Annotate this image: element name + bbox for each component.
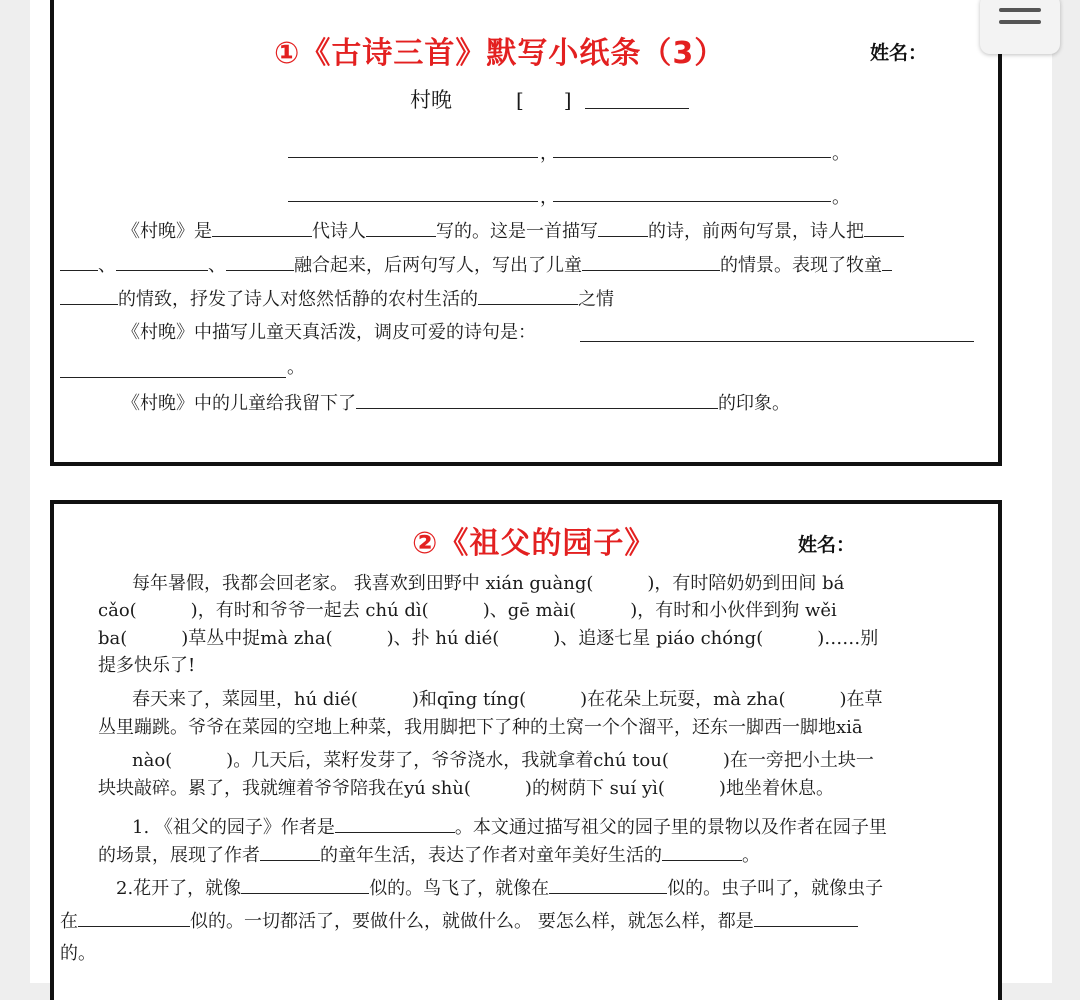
poem-period-1: 。: [832, 143, 850, 164]
poem-line-2a-blank[interactable]: [288, 201, 538, 202]
answer-blank[interactable]: [549, 875, 667, 894]
author-blank[interactable]: [585, 108, 689, 109]
passage-line-6: 丛里蹦跳。爷爷在菜园的空地上种菜，我用脚把下了种的土窝一个个溜平，还东一脚西一脚地xiā: [98, 717, 863, 738]
answer-blank[interactable]: [662, 842, 742, 861]
answer-blank[interactable]: [864, 218, 904, 237]
section2-question-2-line-1: [116, 875, 883, 901]
answer-blank[interactable]: [598, 218, 648, 237]
text: 2.花开了，就像: [116, 878, 242, 899]
text: 之情: [578, 289, 614, 310]
section2-question-1-line-1: [132, 814, 887, 840]
question-1-line-3: [60, 286, 614, 312]
passage-line-1: 每年暑假，我都会回老家。 我喜欢到田野中 xián guàng( )，有时陪奶奶到田间 bá: [132, 573, 845, 594]
menu-bar: [999, 20, 1041, 24]
answer-blank[interactable]: [212, 218, 312, 237]
text: 1. 《祖父的园子》作者是: [132, 817, 335, 838]
answer-blank[interactable]: [366, 218, 436, 237]
name-label-2: 姓名：: [798, 534, 856, 556]
passage-line-8: 块块敲碎。累了，我就缠着爷爷陪我在yú shù( )的树荫下 suí yì( )地坐着休息。: [98, 778, 834, 799]
poem-line-1a-blank[interactable]: [288, 157, 538, 158]
poem-comma-2: ，: [540, 187, 558, 208]
text: 《村晚》中的儿童给我留下了: [122, 393, 356, 414]
text: 《村晚》是: [122, 221, 212, 242]
text: 的情景。表现了牧童: [720, 255, 882, 276]
text: 。本文通过描写祖父的园子里的景物以及作者在园子里: [454, 817, 887, 838]
text: 的诗，前两句写景，诗人把: [648, 221, 864, 242]
text: 的童年生活，表达了作者对童年美好生活的: [320, 845, 662, 866]
answer-blank[interactable]: [78, 908, 190, 927]
question-2-prompt: 《村晚》中描写儿童天真活泼，调皮可爱的诗句是：: [122, 322, 536, 343]
passage-line-3: ba( )草丛中捉mà zha( )、扑 hú dié( )、追逐七星 piáo chóng( )……别: [98, 628, 879, 649]
dynasty-bracket: [ ]: [516, 88, 572, 112]
name-label-1: 姓名：: [870, 42, 928, 64]
poem-title: 村晚: [410, 88, 452, 112]
text: 代诗人: [312, 221, 366, 242]
worksheet-title-1: ①《古诗三首》默写小纸条（3）: [274, 36, 726, 71]
section2-question-2-line-2: [60, 908, 858, 934]
text: 似的。一切都活了，要做什么，就做什么。 要怎么样，就怎么样，都是: [190, 911, 754, 932]
question-3: [122, 390, 790, 416]
hamburger-menu-icon[interactable]: [980, 0, 1060, 54]
poem-line-2b-blank[interactable]: [553, 201, 831, 202]
text: 似的。鸟飞了，就像在: [369, 878, 550, 899]
question-2-blank-b[interactable]: [60, 377, 286, 378]
answer-blank[interactable]: [226, 252, 294, 271]
section2-question-2-line-3: 的。: [60, 943, 96, 964]
answer-blank[interactable]: [335, 814, 455, 833]
answer-blank[interactable]: [116, 252, 208, 271]
text: 写的。这是一首描写: [436, 221, 598, 242]
passage-line-5: 春天来了，菜园里，hú dié( )和qīng tíng( )在花朵上玩耍，mà zha( )在草: [132, 689, 883, 710]
text: 在: [60, 911, 78, 932]
answer-blank[interactable]: [60, 286, 118, 305]
answer-blank[interactable]: [356, 390, 718, 409]
poem-period-2: 。: [832, 187, 850, 208]
answer-blank[interactable]: [882, 252, 892, 271]
text: 的情致，抒发了诗人对悠然恬静的农村生活的: [118, 289, 478, 310]
question-2-period: 。: [287, 357, 305, 378]
passage-line-4: 提多快乐了!: [98, 655, 196, 676]
text: 的印象。: [718, 393, 790, 414]
question-2-blank-a[interactable]: [580, 341, 974, 342]
answer-blank[interactable]: [260, 842, 320, 861]
text: 。: [742, 845, 760, 866]
text: 、: [98, 255, 116, 276]
question-1-line-1: [122, 218, 904, 244]
text: 融合起来，后两句写人，写出了儿童: [294, 255, 582, 276]
text: 似的。虫子叫了，就像虫子: [667, 878, 884, 899]
menu-bar: [999, 8, 1041, 12]
passage-line-2: cǎo( )，有时和爷爷一起去 chú dì( )、gē mài( )，有时和小伙伴到狗 wěi: [98, 600, 837, 621]
answer-blank[interactable]: [478, 286, 578, 305]
answer-blank[interactable]: [754, 908, 858, 927]
question-1-line-2: [60, 252, 892, 278]
poem-comma-1: ，: [540, 143, 558, 164]
answer-blank[interactable]: [60, 252, 98, 271]
answer-blank[interactable]: [582, 252, 720, 271]
text: 、: [208, 255, 226, 276]
section2-question-1-line-2: [98, 842, 760, 868]
text: 的场景，展现了作者: [98, 845, 260, 866]
worksheet-title-2: ②《祖父的园子》: [412, 526, 656, 561]
passage-line-7: nào( )。几天后，菜籽发芽了，爷爷浇水，我就拿着chú tou( )在一旁把小土块一: [132, 750, 874, 771]
poem-line-1b-blank[interactable]: [553, 157, 831, 158]
answer-blank[interactable]: [241, 875, 369, 894]
